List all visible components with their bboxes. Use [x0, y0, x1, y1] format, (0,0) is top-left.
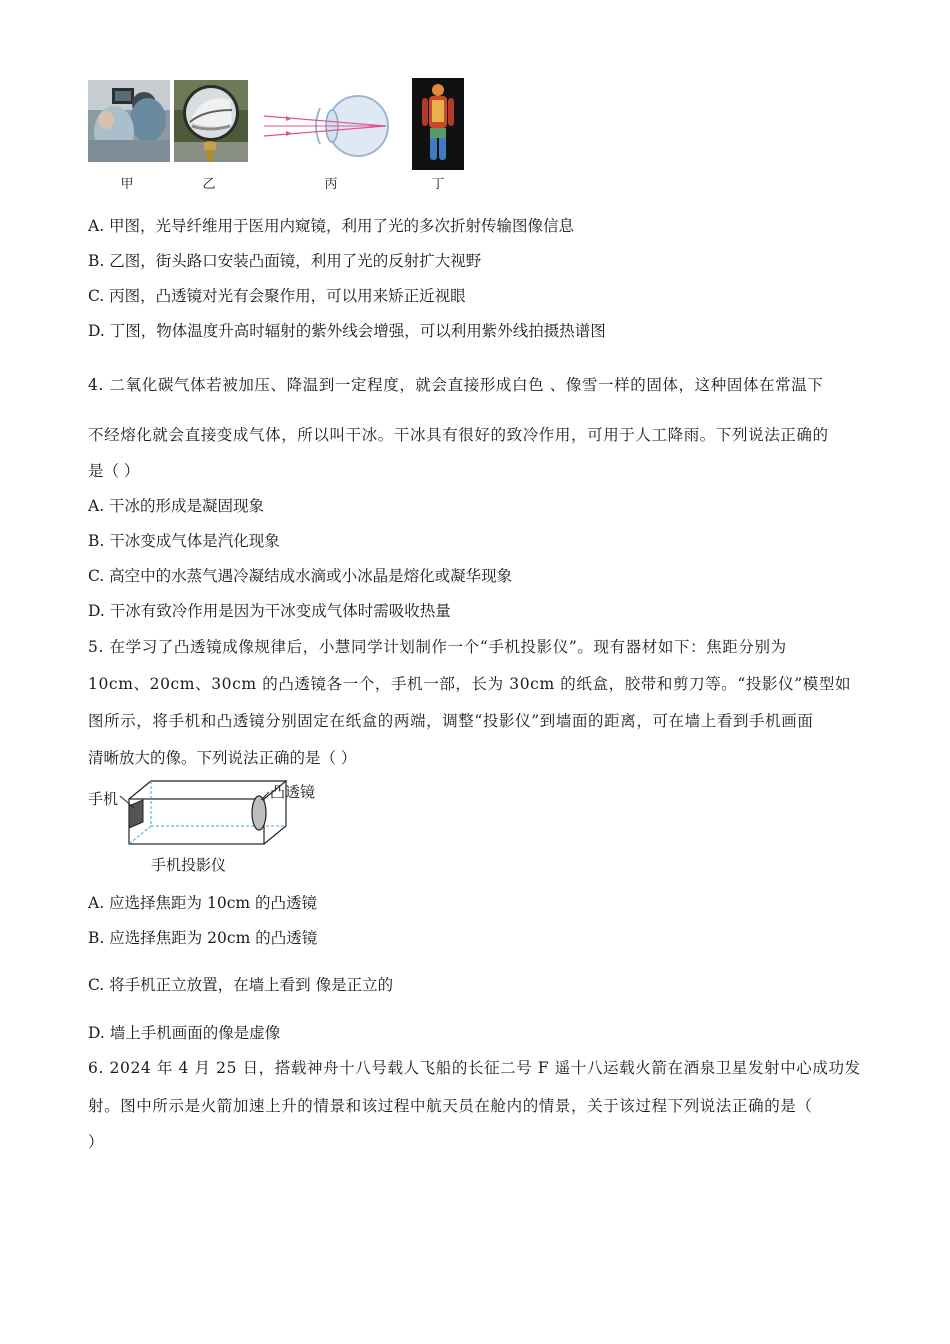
q3-option-b: B. 乙图，街头路口安装凸面镜，利用了光的反射扩大视野 — [88, 252, 482, 270]
q6-stem-line-1: 6. 2024 年 4 月 25 日，搭载神舟十八号载人飞船的长征二号 F 遥十八运载火箭在酒泉卫星发射中心成功发 — [88, 1059, 861, 1077]
endoscope-photo — [88, 80, 170, 162]
q5-stem-line-1: 5. 在学习了凸透镜成像规律后，小慧同学计划制作一个“手机投影仪”。现有器材如下：焦距分别为 — [88, 638, 787, 656]
lens-label: 凸透镜 — [270, 783, 316, 801]
q4-option-b: B. 干冰变成气体是汽化现象 — [88, 532, 280, 550]
q4-option-a: A. 干冰的形成是凝固现象 — [88, 497, 265, 515]
q3-figure-row — [86, 78, 486, 198]
q6-stem-line-2: 射。图中所示是火箭加速上升的情景和该过程中航天员在舱内的情景，关于该过程下列说法正确的是（ — [88, 1097, 813, 1115]
q5-option-b: B. 应选择焦距为 20cm 的凸透镜 — [88, 929, 318, 947]
q4-option-c: C. 高空中的水蒸气遇冷凝结成水滴或小冰晶是熔化或凝华现象 — [88, 567, 513, 585]
q4-stem-line-1: 4. 二氧化碳气体若被加压、降温到一定程度，就会直接形成白色 、像雪一样的固体，这种固体在常温下 — [88, 376, 824, 394]
q5-stem-line-2: 10cm、20cm、30cm 的凸透镜各一个，手机一部，长为 30cm 的纸盒，胶带和剪刀等。“投影仪”模型如 — [88, 675, 852, 693]
q5-option-c: C. 将手机正立放置，在墙上看到 像是正立的 — [88, 976, 394, 994]
figure-label-jia: 甲 — [120, 177, 134, 192]
q4-stem-line-3: 是（ ） — [88, 462, 140, 480]
q3-option-d: D. 丁图，物体温度升高时辐射的紫外线会增强，可以利用紫外线拍摄热谱图 — [88, 322, 606, 340]
figure-label-bing: 丙 — [324, 177, 338, 192]
q5-option-d: D. 墙上手机画面的像是虚像 — [88, 1024, 281, 1042]
q4-option-d: D. 干冰有致冷作用是因为干冰变成气体时需吸收热量 — [88, 602, 451, 620]
convex-lens-shape — [252, 796, 266, 830]
phone-label: 手机 — [88, 790, 119, 808]
q3-option-c: C. 丙图，凸透镜对光有会聚作用，可以用来矫正近视眼 — [88, 287, 466, 305]
phone-shape — [129, 800, 143, 828]
figure-caption: 手机投影仪 — [151, 856, 227, 874]
thermal-image — [412, 78, 464, 170]
q5-option-a: A. 应选择焦距为 10cm 的凸透镜 — [88, 894, 318, 912]
q6-stem-line-3: ） — [88, 1133, 104, 1151]
q3-option-a: A. 甲图，光导纤维用于医用内窥镜，利用了光的多次折射传输图像信息 — [88, 217, 575, 235]
eye-lens-diagram — [262, 90, 392, 162]
figure-label-yi: 乙 — [202, 177, 216, 192]
q5-stem-line-3: 图所示，将手机和凸透镜分别固定在纸盒的两端，调整“投影仪”到墙面的距离，可在墙上看到手机画面 — [88, 712, 814, 730]
q4-stem-line-2: 不经熔化就会直接变成气体，所以叫干冰。干冰具有很好的致冷作用，可用于人工降雨。下列说法正确的 — [88, 426, 829, 444]
q5-stem-line-4: 清晰放大的像。下列说法正确的是（ ） — [88, 749, 357, 767]
convex-mirror-photo — [174, 80, 248, 162]
figure-label-ding: 丁 — [431, 177, 445, 192]
